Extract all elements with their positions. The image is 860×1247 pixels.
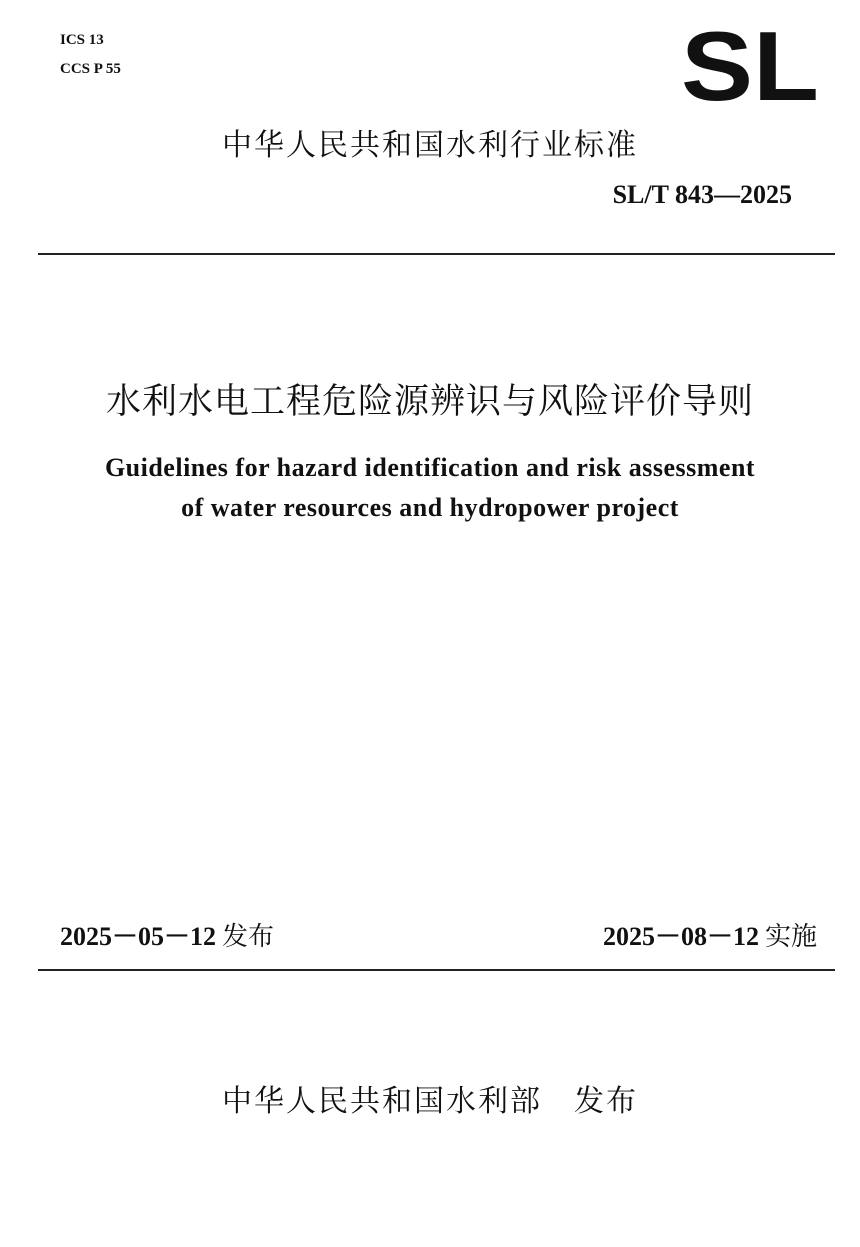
standard-number: SL/T 843—2025	[612, 180, 792, 209]
ics-code: ICS 13	[60, 32, 104, 48]
implementation-label: 实施	[764, 922, 817, 952]
release-label: 发布	[222, 922, 275, 952]
title-english-line1: Guidelines for hazard identification and risk assessment	[104, 453, 756, 482]
classification-codes	[60, 26, 121, 84]
sl-logo	[680, 28, 820, 102]
top-divider	[38, 253, 835, 255]
title-chinese: 水利水电工程危险源辨识与风险评价导则	[105, 382, 754, 422]
implementation-date-block	[603, 916, 817, 953]
sl-logo-text: SL	[681, 28, 819, 102]
industry-standard-heading: 中华人民共和国水利行业标准	[222, 128, 638, 163]
title-english-line2: of water resources and hydropower project	[181, 493, 679, 522]
implementation-date: 2025－08－12	[602, 922, 759, 951]
release-date-block	[60, 916, 274, 953]
bottom-divider	[38, 969, 835, 971]
title-english	[0, 448, 860, 528]
release-date: 2025－05－12	[60, 922, 217, 951]
publisher: 中华人民共和国水利部 发布	[222, 1084, 638, 1119]
ccs-code: CCS P 55	[60, 61, 121, 77]
